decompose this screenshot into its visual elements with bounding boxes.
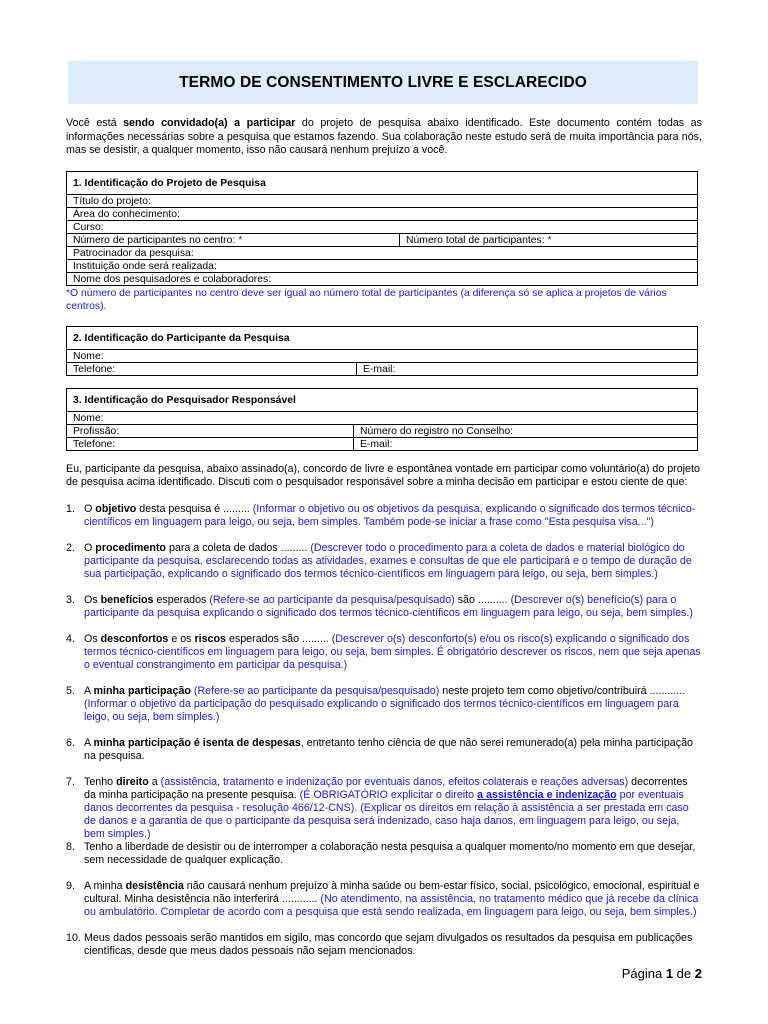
item-bold: minha participação xyxy=(93,685,191,697)
researcher-identification-table xyxy=(66,388,698,451)
list-item xyxy=(66,737,702,763)
participant-identification-table xyxy=(66,326,698,376)
intro-text-rest: do projeto de pesquisa abaixo identificado. Este documento contém todas as informações necessárias sobre a pesquisa que estamos fazendo. Sua colaboração neste estudo será de muita importância para nós, mas se desistir, a qualquer momento, isso não causará nenhum prejuízo a você. xyxy=(66,117,702,157)
item-text: O xyxy=(84,542,96,554)
titulo-field[interactable]: Título do projeto: xyxy=(67,195,698,208)
list-item xyxy=(66,841,702,867)
item-bold: minha participação é isenta de despesas xyxy=(93,737,301,749)
page-number xyxy=(622,966,702,981)
num-centro-label: Número de participantes no centro: xyxy=(73,234,236,246)
item-instruction: (Descrever o(s) desconforto(s) e/ou os risco(s) explicando o significado dos termos técnico-científicos em linguagem para leigo, ou seja, bem simples. É obrigatório descrever os riscos, nem que seja apenas o eventual constrangimento em participar da pesquisa.) xyxy=(84,633,701,671)
consent-paragraph: Eu, participante da pesquisa, abaixo assinado(a), concordo de livre e espontânea vontade em participar como voluntário(a) do projeto de pesquisa acima identificado. Discuti com o pesquisador responsável sobre a minha decisão em participar e estou ciente de que: xyxy=(66,463,700,489)
intro-bold: sendo convidado(a) a participar xyxy=(123,117,296,129)
item-bold: direito xyxy=(116,776,149,788)
item-instruction: (No atendimento, na assistência, no tratamento médico que já recebe da clínica ou ambulatório. Completar de acordo com a pesquisa que está sendo realizada, em linguagem para leigo, ou seja, bem simples.) xyxy=(84,893,699,918)
page-label: Página xyxy=(621,966,663,981)
item-instruction: (É OBRIGATÓRIO explicitar o direito xyxy=(299,789,478,801)
item-instruction: por eventuais danos decorrentes da pesquisa - resolução 466/12-CNS). (Explicar os direitos em relação à assistência a ser prestada em caso de danos e a garantia de que o participante da pesquisa será indenizado, caso haja danos, em linguagem para leigo, ou seja, bem simples.) xyxy=(84,789,689,840)
intro-text: Você está xyxy=(66,117,124,129)
curso-field[interactable]: Curso: xyxy=(67,221,698,234)
item-text: , entretanto tenho ciência de que não serei remunerado(a) pela minha participação na pesquisa. xyxy=(84,737,693,762)
patrocinador-field[interactable]: Patrocinador da pesquisa: xyxy=(67,247,698,260)
item-number: 2. xyxy=(66,542,75,554)
item-bold: desconfortos xyxy=(100,633,169,645)
item-text: Meus dados pessoais serão mantidos em sigilo, mas concordo que sejam divulgados os resultados da pesquisa em publicações científicas, desde que meus dados pessoais não sejam mencionados. xyxy=(84,932,693,957)
section2-header: 2. Identificação do Participante da Pesquisa xyxy=(67,327,698,350)
instituicao-field[interactable]: Instituição onde será realizada: xyxy=(67,260,698,273)
item-number: 3. xyxy=(66,594,75,606)
page-of: de xyxy=(676,966,692,981)
researcher-phone-field[interactable]: Telefone: xyxy=(67,438,354,451)
list-item xyxy=(66,880,702,919)
item-number: 4. xyxy=(66,633,75,645)
area-field[interactable]: Área do conhecimento: xyxy=(67,208,698,221)
item-number: 10. xyxy=(66,932,81,944)
item-text: A xyxy=(84,737,94,749)
item-text: neste projeto tem como objetivo/contribuirá ............ xyxy=(439,685,686,697)
pesquisadores-field[interactable]: Nome dos pesquisadores e colaboradores: xyxy=(67,273,698,286)
researcher-name-field[interactable]: Nome: xyxy=(67,412,698,425)
item-text: O xyxy=(84,503,96,515)
total-pages: 2 xyxy=(694,966,702,981)
item-bold: desistência xyxy=(125,880,184,892)
participants-note: *O número de participantes no centro deve ser igual ao número total de participantes (a diferença só se aplica a projetos de vários centros). xyxy=(66,288,667,312)
item-text: não causará nenhum prejuízo à minha saúde ou bem-estar físico, social, psicológico, emocional, espiritual e cultural. Minha desistência não interferirá ............ xyxy=(84,880,700,905)
num-total-asterisk: * xyxy=(547,234,552,246)
num-centro-asterisk: * xyxy=(238,234,243,246)
researcher-registry-field[interactable]: Número do registro no Conselho: xyxy=(354,425,698,438)
intro-paragraph xyxy=(66,117,702,158)
participant-email-field[interactable]: E-mail: xyxy=(357,363,698,376)
item-text: Os xyxy=(84,594,101,606)
list-item xyxy=(66,932,702,958)
participant-name-field[interactable]: Nome: xyxy=(67,350,698,363)
num-centro-field[interactable] xyxy=(67,234,400,247)
item-instruction-bold: a assistência e indenização xyxy=(477,789,617,801)
title-banner xyxy=(68,61,698,104)
num-total-label: Número total de participantes: xyxy=(406,234,545,246)
item-number: 6. xyxy=(66,737,75,749)
list-item xyxy=(66,685,702,724)
item-number: 9. xyxy=(66,880,75,892)
item-instruction: (assistência, tratamento e indenização por eventuais danos, efeitos colaterais e reações adversas) xyxy=(160,776,629,788)
list-item xyxy=(66,776,702,841)
item-instruction: (Informar o objetivo da participação do pesquisado explicando o significado dos termos técnico-científicos em linguagem para leigo, ou seja, bem simples.) xyxy=(84,698,679,723)
num-total-field[interactable] xyxy=(400,234,698,247)
researcher-email-field[interactable]: E-mail: xyxy=(354,438,698,451)
list-item xyxy=(66,542,702,581)
item-text: para a coleta de dados ......... xyxy=(165,542,311,554)
item-number: 5. xyxy=(66,685,75,697)
item-text: e os xyxy=(168,633,195,645)
item-bold: objetivo xyxy=(95,503,137,515)
item-instruction: (Informar o objetivo ou os objetivos da pesquisa, explicando o significado dos termos técnico-científicos em linguagem para leigo, ou seja, bem simples. Também pode-se iniciar a frase como "Esta pesquisa visa...") xyxy=(84,503,696,528)
list-item xyxy=(66,633,702,672)
current-page: 1 xyxy=(665,966,674,981)
section3-header: 3. Identificação do Pesquisador Responsável xyxy=(67,389,698,412)
list-item xyxy=(66,503,702,529)
item-text: decorrentes da minha participação na presente pesquisa. xyxy=(84,776,688,801)
item-instruction: (Descrever o(s) benefício(s) para o participante da pesquisa explicando o significado dos termos técnico-científicos em linguagem para leigo, ou seja, bem simples.) xyxy=(84,594,693,619)
item-bold: procedimento xyxy=(95,542,166,554)
item-text: desta pesquisa é ......... xyxy=(136,503,253,515)
item-bold: riscos xyxy=(194,633,226,645)
researcher-profession-field[interactable]: Profissão: xyxy=(67,425,354,438)
project-identification-table xyxy=(66,171,698,286)
item-instruction: (Descrever todo o procedimento para a coleta de dados e material biológico do participante da pesquisa, esclarecendo todas as atividades, exames e consultas de que ele participará e o tempo de duração de sua participação, explicando o significado dos termos técnico-científicos em linguagem para leigo, ou seja, bem simples.) xyxy=(84,542,692,580)
item-text: são .......... xyxy=(454,594,511,606)
list-item xyxy=(66,594,702,620)
item-number: 8. xyxy=(66,841,75,853)
section1-header: 1. Identificação do Projeto de Pesquisa xyxy=(67,172,698,195)
item-bold: benefícios xyxy=(100,594,154,606)
item-instruction: (Refere-se ao participante da pesquisa/pesquisado) xyxy=(193,685,440,697)
participant-phone-field[interactable]: Telefone: xyxy=(67,363,357,376)
item-text: esperados são ......... xyxy=(225,633,332,645)
item-text: A xyxy=(84,685,94,697)
item-text: Os xyxy=(84,633,101,645)
item-number: 1. xyxy=(66,503,75,515)
item-text: Tenho xyxy=(84,776,117,788)
page-title: TERMO DE CONSENTIMENTO LIVRE E ESCLARECIDO xyxy=(179,73,587,91)
item-number: 7. xyxy=(66,776,75,788)
item-text: a xyxy=(148,776,161,788)
item-text: A minha xyxy=(84,880,126,892)
item-text: Tenho a liberdade de desistir ou de interromper a colaboração nesta pesquisa a qualquer momento/no momento em que desejar, sem necessidade de qualquer explicação. xyxy=(84,841,696,866)
item-instruction: (Refere-se ao participante da pesquisa/pesquisado) xyxy=(209,594,455,606)
item-text: esperados xyxy=(153,594,210,606)
